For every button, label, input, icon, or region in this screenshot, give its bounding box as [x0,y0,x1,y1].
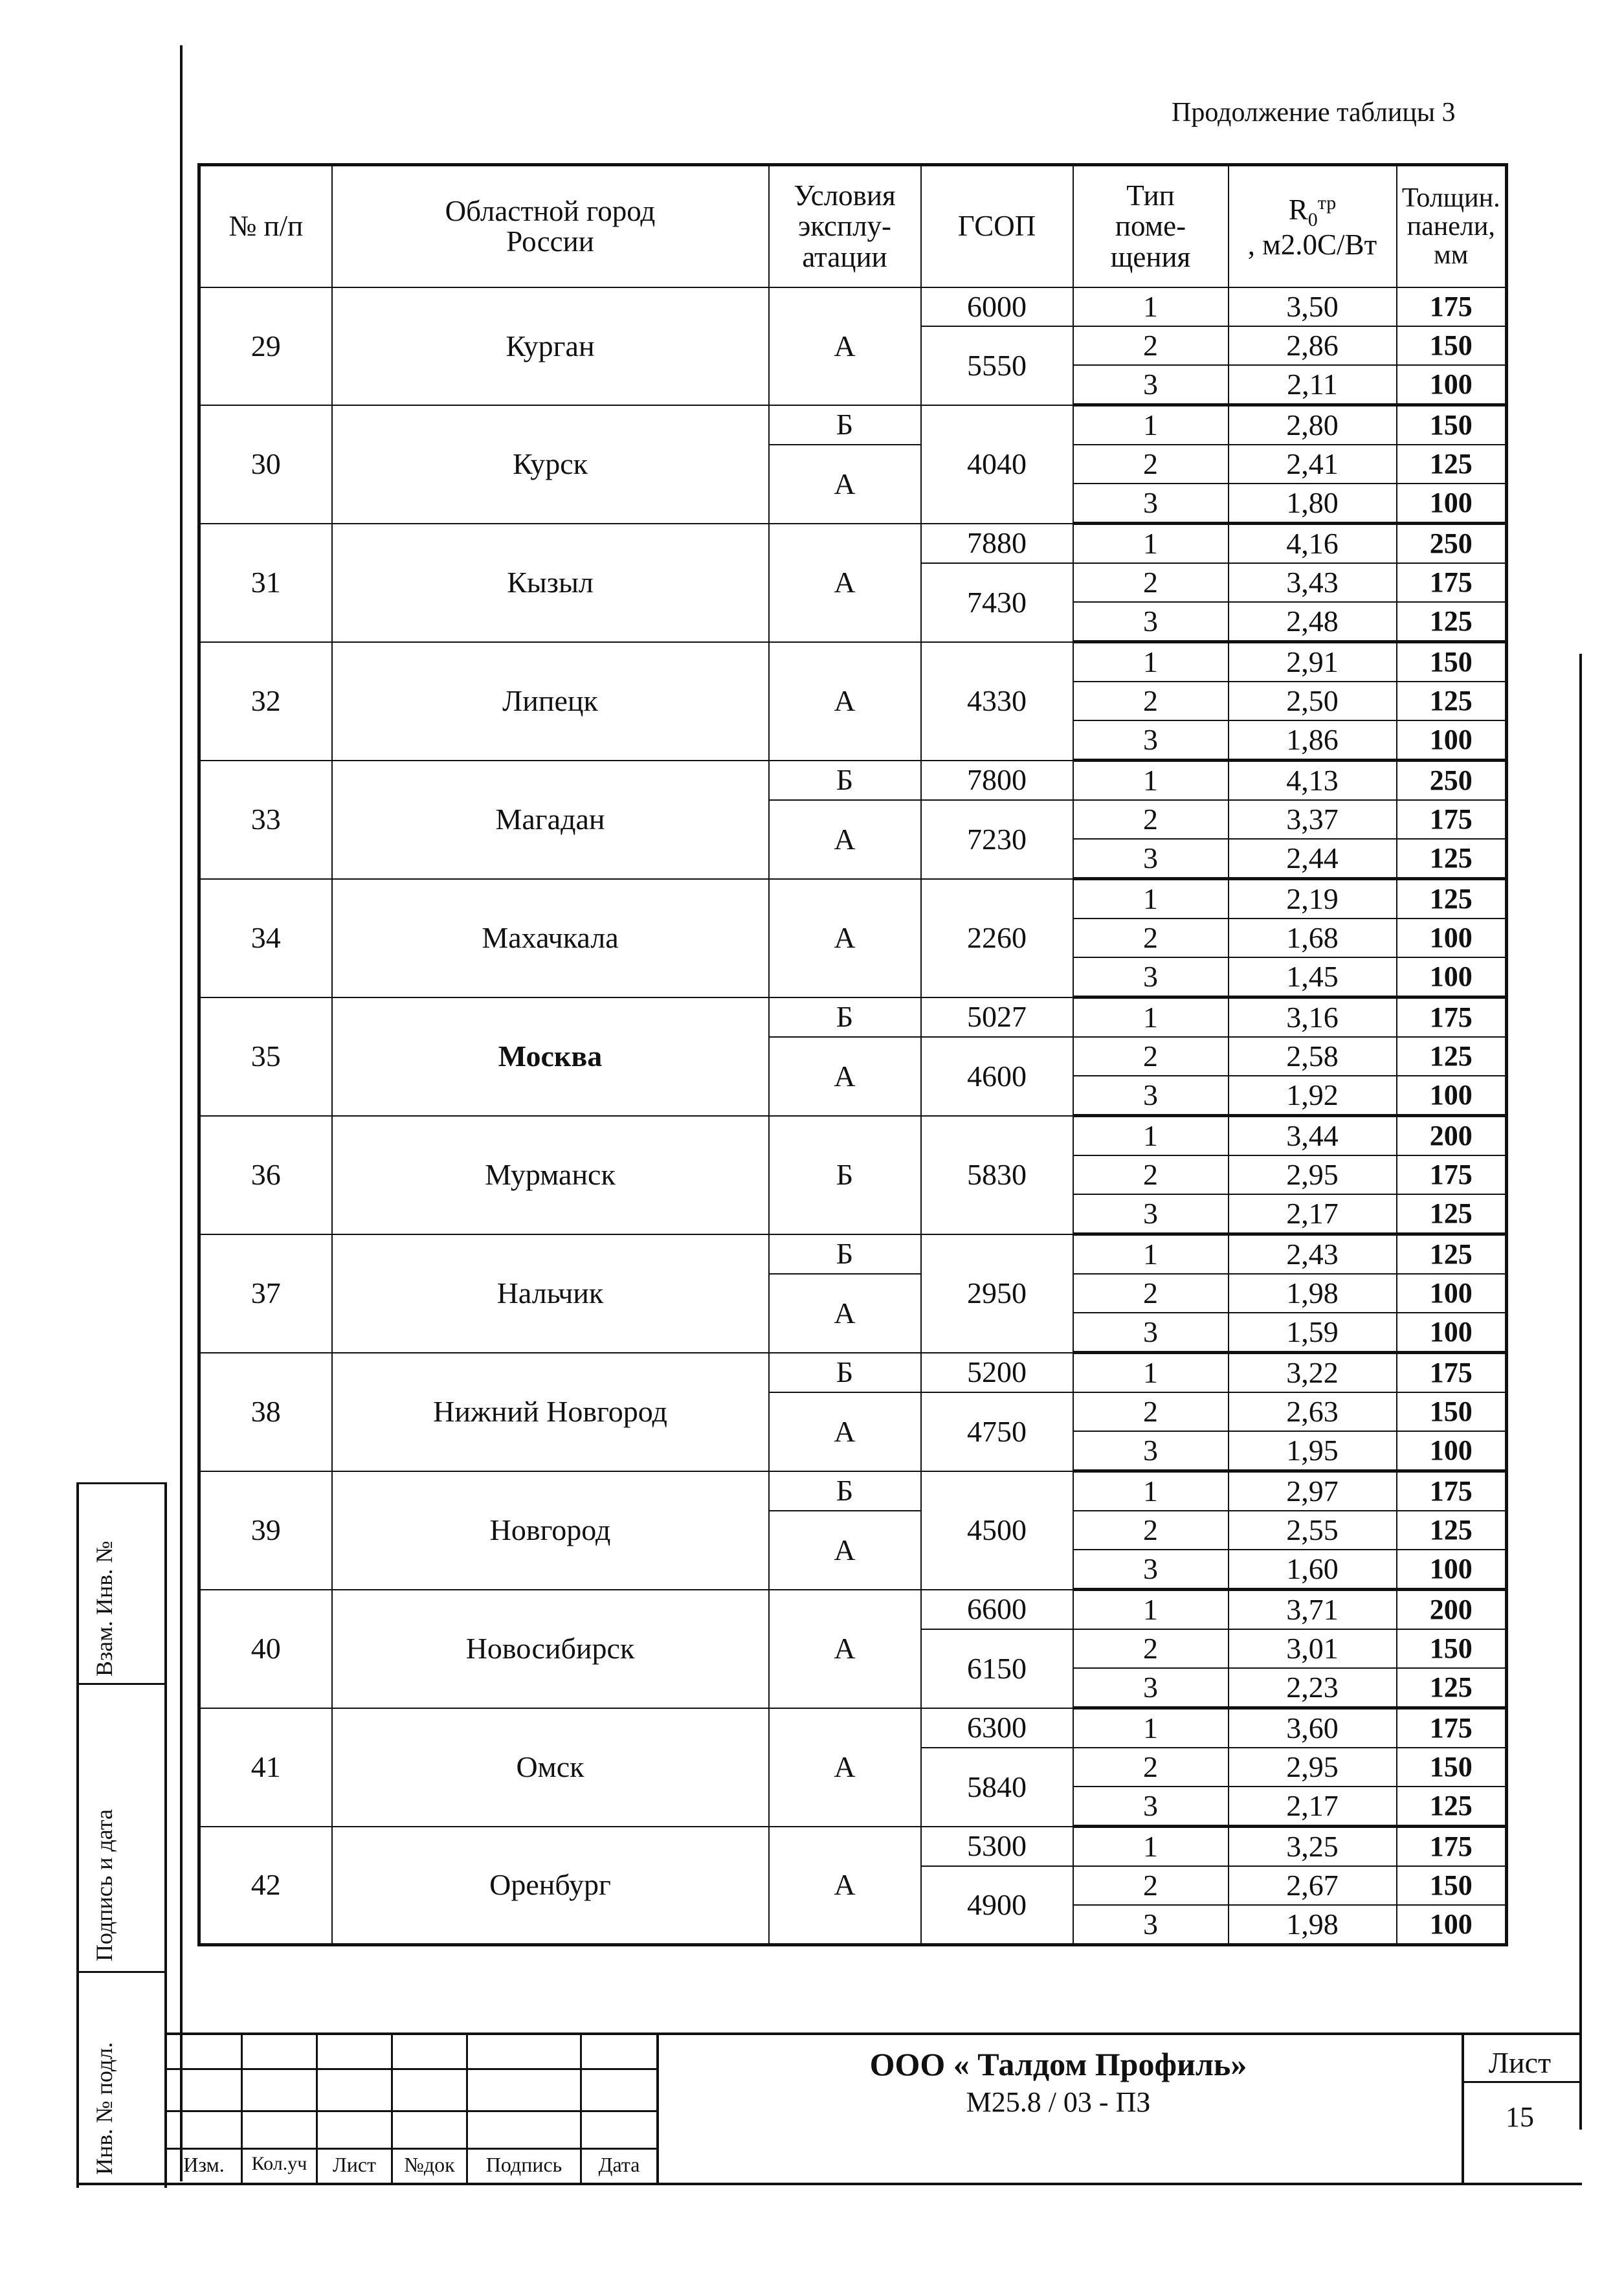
gsop-value: 4330 [921,642,1073,761]
panel-thickness: 150 [1397,1866,1507,1905]
r0-value: 3,43 [1229,563,1397,602]
panel-thickness: 125 [1397,682,1507,720]
panel-thickness: 175 [1397,1353,1507,1393]
panel-thickness: 175 [1397,997,1507,1038]
bottom-frame-line [76,2183,1582,2185]
r0-value: 3,37 [1229,800,1397,839]
gsop-value: 2260 [921,879,1073,997]
panel-thickness: 175 [1397,1155,1507,1194]
room-type: 2 [1073,682,1229,720]
sheet-number: 15 [1506,2101,1534,2133]
panel-thickness: 100 [1397,1313,1507,1353]
r0-value: 2,95 [1229,1748,1397,1787]
panel-thickness: 125 [1397,1234,1507,1275]
panel-thickness: 100 [1397,1076,1507,1116]
room-type: 2 [1073,326,1229,365]
row-number: 41 [199,1708,332,1827]
table-row [199,1234,1507,1275]
panel-thickness: 175 [1397,800,1507,839]
room-type: 2 [1073,1155,1229,1194]
room-type: 3 [1073,839,1229,879]
stamp-col-change: Изм. [183,2153,225,2176]
row-number: 37 [199,1234,332,1353]
gsop-value: 4750 [921,1392,1073,1471]
room-type: 1 [1073,1590,1229,1630]
r0-value: 1,95 [1229,1431,1397,1471]
r0-value: 4,16 [1229,524,1397,564]
panel-thickness: 100 [1397,720,1507,761]
panel-thickness: 200 [1397,1116,1507,1156]
city-name: Омск [332,1708,769,1827]
r0-value: 3,60 [1229,1708,1397,1748]
city-name: Нижний Новгород [332,1353,769,1471]
gsop-value: 6000 [921,287,1073,326]
room-type: 3 [1073,1787,1229,1827]
operating-conditions: А [769,1590,921,1708]
room-type: 1 [1073,997,1229,1038]
room-type: 2 [1073,919,1229,957]
panel-thickness: 175 [1397,287,1507,326]
r0-value: 3,22 [1229,1353,1397,1393]
panel-thickness: 175 [1397,563,1507,602]
panel-thickness: 175 [1397,1471,1507,1511]
panel-thickness: 100 [1397,484,1507,524]
room-type: 2 [1073,1037,1229,1076]
table-caption: Продолжение таблицы 3 [1172,98,1456,128]
row-number: 40 [199,1590,332,1708]
side-strip-div1 [76,1683,167,1685]
table-row [199,1590,1507,1630]
r0-value: 2,86 [1229,326,1397,365]
row-number: 42 [199,1827,332,1945]
r0-value: 2,55 [1229,1511,1397,1550]
header-room-type: Тип поме-щения [1073,165,1229,288]
room-type: 1 [1073,524,1229,564]
header-r0-sub: 0 [1307,208,1318,230]
panel-thickness: 150 [1397,405,1507,445]
r0-value: 2,80 [1229,405,1397,445]
panel-thickness: 100 [1397,1905,1507,1945]
row-number: 34 [199,879,332,997]
r0-value: 1,60 [1229,1550,1397,1590]
side-label-signature: Подпись и дата [91,1809,117,1961]
room-type: 1 [1073,1234,1229,1275]
table-header-row [199,165,1507,288]
stamp-col-docnum: №док [404,2153,455,2176]
room-type: 2 [1073,1274,1229,1313]
r0-value: 2,44 [1229,839,1397,879]
room-type: 1 [1073,1471,1229,1511]
r0-value: 2,95 [1229,1155,1397,1194]
gsop-value: 5200 [921,1353,1073,1393]
room-type: 3 [1073,1076,1229,1116]
operating-conditions: А [769,287,921,405]
city-name: Кызыл [332,524,769,642]
operating-conditions: Б [769,1471,921,1511]
r0-value: 1,80 [1229,484,1397,524]
stamp-col-count: Кол.уч [251,2153,307,2174]
row-number: 33 [199,761,332,879]
sheet-label: Лист [1488,2046,1552,2079]
side-strip-top [76,1482,167,1484]
panel-thickness: 125 [1397,1194,1507,1234]
r0-value: 2,63 [1229,1392,1397,1431]
room-type: 2 [1073,563,1229,602]
row-number: 29 [199,287,332,405]
r0-value: 1,98 [1229,1274,1397,1313]
side-label-inventory: Инв. № подл. [91,2042,117,2175]
side-strip-div2 [76,1971,167,1973]
panel-thickness: 100 [1397,1550,1507,1590]
table-row [199,1708,1507,1748]
operating-conditions: А [769,1511,921,1590]
operating-conditions: Б [769,1234,921,1275]
r0-value: 2,67 [1229,1866,1397,1905]
r0-value: 3,44 [1229,1116,1397,1156]
gsop-value: 5300 [921,1827,1073,1867]
panel-thickness: 125 [1397,879,1507,919]
company-name: ООО « Талдом Профиль» [869,2046,1247,2082]
room-type: 3 [1073,602,1229,642]
room-type: 3 [1073,365,1229,405]
gsop-value: 4900 [921,1866,1073,1945]
room-type: 2 [1073,1392,1229,1431]
operating-conditions: Б [769,405,921,445]
table-row [199,287,1507,326]
r0-value: 1,59 [1229,1313,1397,1353]
r0-value: 1,45 [1229,957,1397,997]
panel-thickness: 100 [1397,919,1507,957]
row-number: 38 [199,1353,332,1471]
side-strip-outer [76,1482,79,2188]
operating-conditions: А [769,1274,921,1353]
r0-value: 3,01 [1229,1629,1397,1668]
operating-conditions: А [769,1392,921,1471]
r0-value: 3,71 [1229,1590,1397,1630]
room-type: 3 [1073,1905,1229,1945]
operating-conditions: Б [769,1353,921,1393]
side-strip-inner [164,1482,167,2188]
stamp-col-sheet: Лист [332,2153,376,2176]
header-r0-sup: тр [1317,192,1337,214]
room-type: 3 [1073,1431,1229,1471]
room-type: 1 [1073,287,1229,326]
table-row [199,524,1507,564]
operating-conditions: А [769,445,921,524]
panel-thickness: 100 [1397,1274,1507,1313]
header-num: № п/п [199,165,332,288]
gsop-value: 2950 [921,1234,1073,1353]
header-city: Областной город России [332,165,769,288]
gsop-value: 5830 [921,1116,1073,1234]
panel-thickness: 250 [1397,761,1507,801]
stamp-col-signature: Подпись [485,2153,562,2176]
room-type: 3 [1073,720,1229,761]
room-type: 3 [1073,1668,1229,1708]
r0-value: 2,17 [1229,1194,1397,1234]
r0-value: 1,92 [1229,1076,1397,1116]
table-row [199,1827,1507,1867]
table-row [199,997,1507,1038]
operating-conditions: А [769,1037,921,1116]
operating-conditions: А [769,524,921,642]
room-type: 2 [1073,1629,1229,1668]
room-type: 3 [1073,484,1229,524]
operating-conditions: Б [769,997,921,1038]
room-type: 1 [1073,405,1229,445]
city-name: Курск [332,405,769,524]
r0-value: 2,48 [1229,602,1397,642]
r0-value: 2,50 [1229,682,1397,720]
gsop-value: 6150 [921,1629,1073,1708]
table-row [199,879,1507,919]
panel-thickness: 150 [1397,326,1507,365]
table-row [199,1471,1507,1511]
row-number: 35 [199,997,332,1116]
panel-thickness: 250 [1397,524,1507,564]
operating-conditions: А [769,1827,921,1945]
city-name: Липецк [332,642,769,761]
room-type: 1 [1073,1353,1229,1393]
r0-value: 2,17 [1229,1787,1397,1827]
table-row [199,642,1507,682]
room-type: 1 [1073,761,1229,801]
header-r0-unit: , м2.0С/Вт [1247,228,1377,262]
city-name: Магадан [332,761,769,879]
city-name: Курган [332,287,769,405]
r0-value: 1,68 [1229,919,1397,957]
city-name: Новосибирск [332,1590,769,1708]
room-type: 2 [1073,445,1229,484]
r0-value: 2,23 [1229,1668,1397,1708]
r0-value: 1,86 [1229,720,1397,761]
city-name: Мурманск [332,1116,769,1234]
room-type: 2 [1073,800,1229,839]
operating-conditions: А [769,642,921,761]
panel-thickness: 125 [1397,839,1507,879]
gsop-value: 4500 [921,1471,1073,1590]
operating-conditions: А [769,879,921,997]
room-type: 1 [1073,1708,1229,1748]
row-number: 31 [199,524,332,642]
r0-value: 3,16 [1229,997,1397,1038]
city-name: Махачкала [332,879,769,997]
panel-thickness: 200 [1397,1590,1507,1630]
city-name: Оренбург [332,1827,769,1945]
operating-conditions: А [769,1708,921,1827]
panel-thickness: 125 [1397,602,1507,642]
gsop-value: 5027 [921,997,1073,1038]
r0-value: 2,91 [1229,642,1397,682]
city-name: Новгород [332,1471,769,1590]
r0-value: 3,25 [1229,1827,1397,1867]
operating-conditions: А [769,800,921,879]
panel-thickness: 175 [1397,1708,1507,1748]
header-thickness: Толщин. панели, мм [1397,165,1507,288]
row-number: 30 [199,405,332,524]
table-row [199,1116,1507,1156]
row-number: 39 [199,1471,332,1590]
right-margin-line [1579,654,1582,2130]
room-type: 1 [1073,879,1229,919]
city-name: Москва [332,997,769,1116]
room-type: 3 [1073,1194,1229,1234]
gsop-value: 6300 [921,1708,1073,1748]
left-margin-line [180,45,183,2181]
r0-value: 2,58 [1229,1037,1397,1076]
panel-thickness: 125 [1397,1037,1507,1076]
r0-value: 3,50 [1229,287,1397,326]
r0-value: 2,19 [1229,879,1397,919]
panel-thickness: 150 [1397,642,1507,682]
operating-conditions: Б [769,761,921,801]
panel-thickness: 100 [1397,365,1507,405]
room-type: 1 [1073,1116,1229,1156]
document-code: М25.8 / 03 - ПЗ [966,2086,1151,2118]
row-number: 36 [199,1116,332,1234]
gsop-value: 7800 [921,761,1073,801]
r0-value: 2,11 [1229,365,1397,405]
gsop-value: 4040 [921,405,1073,524]
panel-thickness: 100 [1397,1431,1507,1471]
table-row [199,1353,1507,1393]
gsop-value: 4600 [921,1037,1073,1116]
room-type: 2 [1073,1866,1229,1905]
r0-value: 2,41 [1229,445,1397,484]
room-type: 1 [1073,1827,1229,1867]
room-type: 3 [1073,957,1229,997]
room-type: 2 [1073,1511,1229,1550]
table-row [199,405,1507,445]
gsop-value: 7430 [921,563,1073,642]
r0-value: 1,98 [1229,1905,1397,1945]
panel-thickness: 175 [1397,1827,1507,1867]
panel-thickness: 125 [1397,1668,1507,1708]
gsop-value: 7230 [921,800,1073,879]
gsop-value: 6600 [921,1590,1073,1630]
r0-value: 2,43 [1229,1234,1397,1275]
thermal-table [197,163,1508,1946]
gsop-value: 5550 [921,326,1073,405]
r0-value: 4,13 [1229,761,1397,801]
gsop-value: 7880 [921,524,1073,564]
panel-thickness: 125 [1397,1787,1507,1827]
header-r0 [1229,165,1397,288]
panel-thickness: 150 [1397,1748,1507,1787]
header-conditions: Условия эксплу-атации [769,165,921,288]
side-label-replace: Взам. Инв. № [91,1541,117,1676]
operating-conditions: Б [769,1116,921,1234]
room-type: 3 [1073,1313,1229,1353]
room-type: 1 [1073,642,1229,682]
room-type: 3 [1073,1550,1229,1590]
header-gsop: ГСОП [921,165,1073,288]
r0-value: 2,97 [1229,1471,1397,1511]
city-name: Нальчик [332,1234,769,1353]
panel-thickness: 125 [1397,1511,1507,1550]
room-type: 2 [1073,1748,1229,1787]
gsop-value: 5840 [921,1748,1073,1827]
panel-thickness: 150 [1397,1629,1507,1668]
panel-thickness: 125 [1397,445,1507,484]
stamp-col-date: Дата [598,2153,640,2176]
header-r0-main: R [1288,193,1308,226]
panel-thickness: 150 [1397,1392,1507,1431]
row-number: 32 [199,642,332,761]
panel-thickness: 100 [1397,957,1507,997]
table-row [199,761,1507,801]
